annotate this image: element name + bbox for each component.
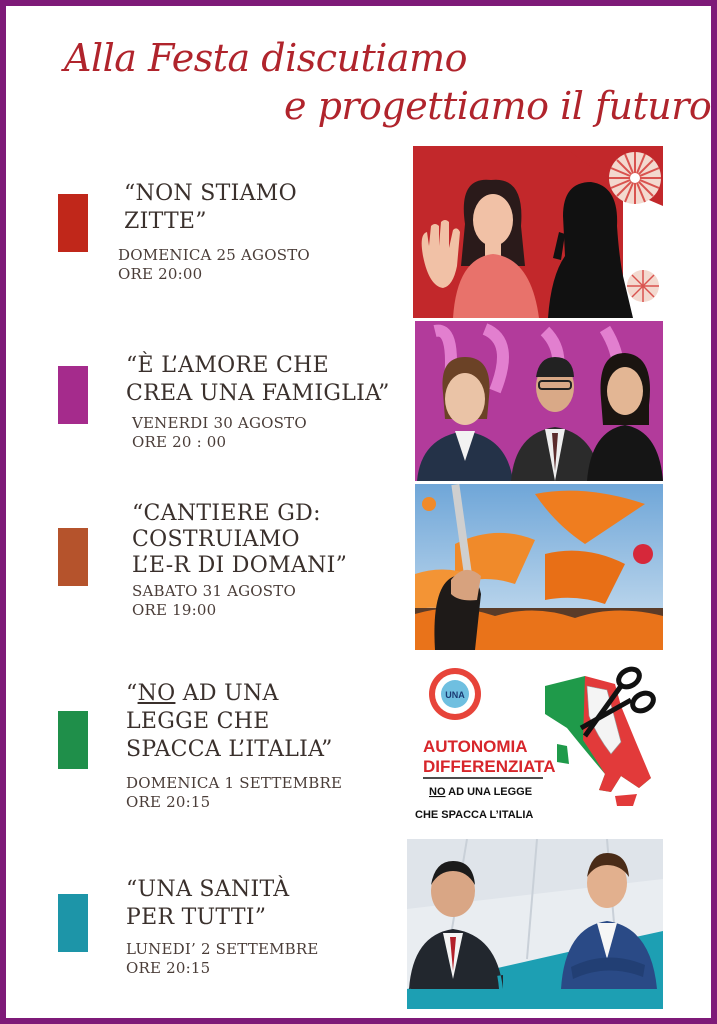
poster-headline-1: AUTONOMIA	[423, 737, 528, 756]
event-4-time: ORE 20:15	[126, 793, 211, 811]
badge-text: UNA	[445, 690, 465, 700]
header-line-1: Alla Festa discutiamo	[64, 36, 467, 80]
event-2-title-line-1: “È L’AMORE CHE	[126, 353, 329, 378]
event-2-title-line-2: CREA UNA FAMIGLIA”	[126, 381, 390, 406]
event-5-title-line-2: PER TUTTI”	[126, 905, 267, 930]
event-3-title-line-3: L’E-R DI DOMANI”	[132, 553, 348, 578]
poster-subline-1: NO AD UNA LEGGE	[429, 786, 533, 798]
event-3-title-line-2: COSTRUIAMO	[132, 527, 300, 552]
event-3-photo	[415, 484, 663, 650]
event-5-title-line-1: “UNA SANITÀ	[126, 877, 290, 902]
event-4-date: DOMENICA 1 SETTEMBRE	[126, 774, 343, 792]
event-1-color-marker	[58, 194, 88, 252]
poster-subline-2: CHE SPACCA L’ITALIA	[415, 809, 534, 821]
event-1-title-line-1: “NON STIAMO	[124, 181, 297, 206]
event-5-date: LUNEDI’ 2 SETTEMBRE	[126, 940, 319, 958]
event-2-time: ORE 20 : 00	[132, 433, 227, 451]
event-4-title-line-2: LEGGE CHE	[126, 709, 270, 734]
poster-headline-2: DIFFERENZIATA	[423, 757, 556, 776]
event-1-illustration	[413, 146, 663, 318]
event-5-time: ORE 20:15	[126, 959, 211, 977]
event-3-title-line-1: “CANTIERE GD:	[132, 501, 321, 526]
event-1-time: ORE 20:00	[118, 265, 203, 283]
event-4-title-line-3: SPACCA L’ITALIA”	[126, 737, 333, 762]
event-3-color-marker	[58, 528, 88, 586]
event-4-poster	[415, 656, 663, 826]
event-3-date: SABATO 31 AGOSTO	[132, 582, 296, 600]
event-4-title-line-1: “NO AD UNA	[126, 681, 279, 706]
sunburst-decoration	[609, 152, 661, 204]
header-line-2: e progettiamo il futuro	[284, 84, 712, 128]
event-5-color-marker	[58, 894, 88, 952]
event-5-photo	[407, 839, 663, 1009]
event-2-date: VENERDI 30 AGOSTO	[132, 414, 307, 432]
event-1-date: DOMENICA 25 AGOSTO	[118, 246, 310, 264]
event-1-title-line-2: ZITTE”	[124, 209, 207, 234]
event-2-photo	[415, 321, 663, 481]
event-2-color-marker	[58, 366, 88, 424]
event-4-color-marker	[58, 711, 88, 769]
event-3-time: ORE 19:00	[132, 601, 217, 619]
